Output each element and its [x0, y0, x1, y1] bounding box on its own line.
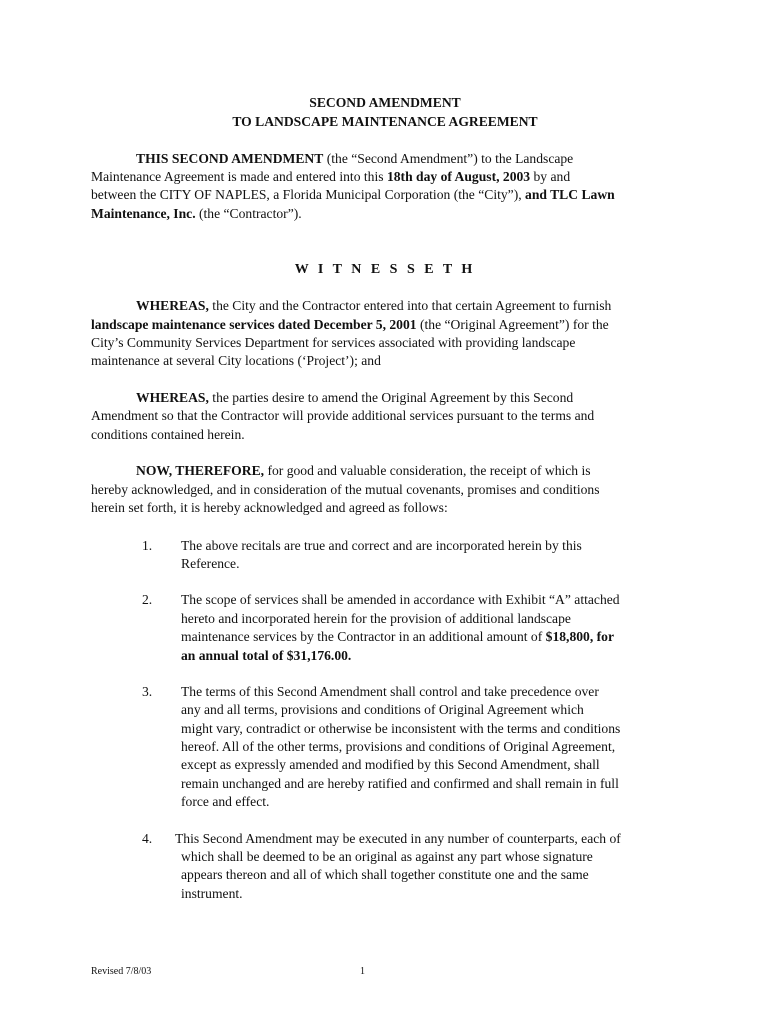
intro-line2: Maintenance Agreement is made and entered into this 18th day of August, 2003 by and	[91, 169, 571, 184]
item4-line1: This Second Amendment may be executed in any number of counterparts, each of	[175, 831, 621, 846]
item1-number: 1.	[142, 538, 153, 553]
item1-line2: Reference.	[181, 556, 240, 571]
item4-line3: appears thereon and all of which shall together constitute one and the same	[181, 867, 589, 882]
item4-line2: which shall be deemed to be an original as against any part whose signature	[181, 849, 593, 864]
item4-number: 4.	[142, 831, 153, 846]
whereas2-line3: conditions contained herein.	[91, 427, 245, 442]
item2-number: 2.	[142, 592, 153, 607]
item3-line1: The terms of this Second Amendment shall control and take precedence over	[181, 684, 599, 699]
now-line2: hereby acknowledged, and in consideration of the mutual covenants, promises and conditions	[91, 482, 600, 497]
item3-line3: might vary, contradict or otherwise be inconsistent with the terms and conditions	[181, 721, 621, 736]
item2-line1: The scope of services shall be amended in accordance with Exhibit “A” attached	[181, 592, 620, 607]
item4-line4: instrument.	[181, 886, 243, 901]
item3-line7: force and effect.	[181, 794, 270, 809]
item3-number: 3.	[142, 684, 153, 699]
doc-title-line1: SECOND AMENDMENT	[309, 95, 461, 110]
whereas2-line2: Amendment so that the Contractor will provide additional services pursuant to the terms and	[91, 408, 595, 423]
item3-line6: remain unchanged and are hereby ratified and confirmed and shall remain in full	[181, 776, 619, 791]
whereas1-line2: landscape maintenance services dated December 5, 2001 (the “Original Agreement”) for the	[91, 317, 609, 332]
item2-line2: hereto and incorporated herein for the provision of additional landscape	[181, 611, 571, 626]
whereas1-line1: WHEREAS, the City and the Contractor entered into that certain Agreement to furnish	[136, 298, 612, 313]
item2-line3: maintenance services by the Contractor in an additional amount of $18,800, for	[181, 629, 614, 644]
item3-line2: any and all terms, provisions and conditions of Original Agreement which	[181, 702, 584, 717]
item3-line4: hereof. All of the other terms, provisions and conditions of Original Agreement,	[181, 739, 616, 754]
whereas1-line3: City’s Community Services Department for services associated with providing landscape	[91, 335, 576, 350]
whereas1-line4: maintenance at several City locations (‘Project’); and	[91, 353, 381, 368]
item3-line5: except as expressly amended and modified by this Second Amendment, shall	[181, 757, 600, 772]
revised-date: Revised 7/8/03	[91, 966, 152, 977]
item2-line4: an annual total of $31,176.00.	[181, 648, 352, 663]
intro-line1: THIS SECOND AMENDMENT (the “Second Amendment”) to the Landscape	[136, 151, 574, 166]
doc-title-line2: TO LANDSCAPE MAINTENANCE AGREEMENT	[232, 114, 538, 129]
now-line1: NOW, THEREFORE, for good and valuable consideration, the receipt of which is	[136, 463, 591, 478]
intro-line4: Maintenance, Inc. (the “Contractor”).	[91, 206, 302, 221]
page-number: 1	[360, 966, 365, 977]
item1-line1: The above recitals are true and correct and are incorporated herein by this	[181, 538, 582, 553]
intro-line3: between the CITY OF NAPLES, a Florida Municipal Corporation (the “City”), and TLC Lawn	[91, 187, 615, 202]
witnesseth-heading: W I T N E S S E T H	[294, 262, 476, 277]
whereas2-line1: WHEREAS, the parties desire to amend the Original Agreement by this Second	[136, 390, 574, 405]
now-line3: herein set forth, it is hereby acknowledged and agreed as follows:	[91, 500, 448, 515]
